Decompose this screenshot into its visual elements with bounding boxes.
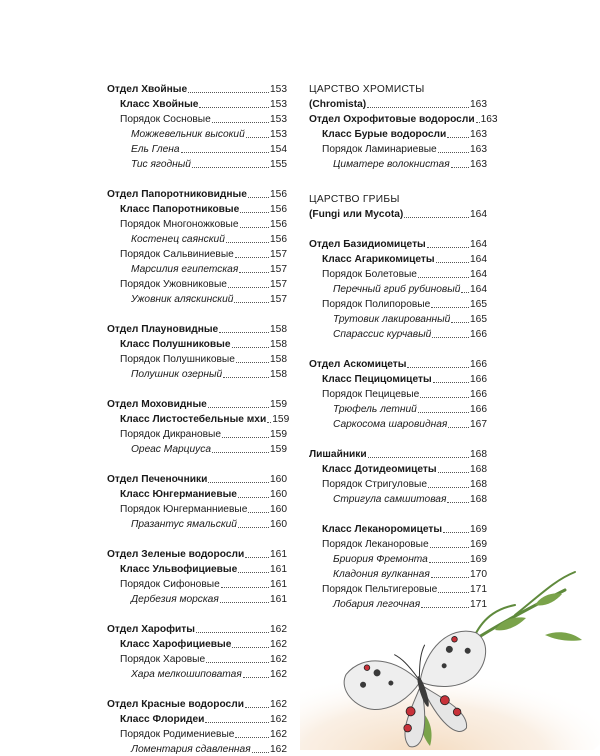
section-gap [107, 681, 287, 696]
toc-entry-title: Трюфель летний [333, 404, 417, 415]
toc-entry-title: Класс Дотидеомицеты [322, 464, 437, 475]
toc-entry-page: 162 [270, 654, 287, 665]
toc-entry[interactable] [107, 96, 287, 111]
toc-entry[interactable] [309, 126, 487, 141]
toc-entry-title: Порядок Многоножковые [120, 219, 239, 230]
toc-entry-title: Класс Юнгерманиевые [120, 489, 237, 500]
toc-entry-page: 168 [470, 449, 487, 460]
toc-entry-title: (Chromista) [309, 99, 367, 110]
dot-leader [248, 197, 269, 198]
toc-entry-page: 166 [470, 359, 487, 370]
toc-entry[interactable] [107, 471, 287, 486]
dot-leader [181, 152, 269, 153]
toc-entry-page: 157 [270, 249, 287, 260]
dot-leader [245, 707, 269, 708]
toc-entry-page: 153 [270, 129, 287, 140]
toc-entry-page: 169 [470, 524, 487, 535]
dot-leader [238, 497, 269, 498]
toc-entry-title: Порядок Стригуловые [322, 479, 428, 490]
toc-entry[interactable] [107, 426, 287, 441]
toc-entry[interactable] [107, 291, 287, 306]
toc-entry-page: 164 [470, 209, 487, 220]
section-gap [107, 606, 287, 621]
toc-entry-title: Перечный гриб рубиновый [333, 284, 461, 295]
dot-leader [223, 377, 269, 378]
toc-entry-page: 153 [270, 99, 287, 110]
toc-entry-title: Полушник озерный [131, 369, 223, 380]
toc-entry[interactable] [107, 216, 287, 231]
section-gap [309, 431, 487, 446]
toc-entry-page: 162 [270, 729, 287, 740]
toc-entry[interactable] [107, 186, 287, 201]
dot-leader [404, 217, 469, 218]
toc-entry[interactable] [107, 561, 287, 576]
dot-leader [430, 547, 469, 548]
toc-entry-page: 162 [270, 699, 287, 710]
toc-entry-page: 160 [270, 519, 287, 530]
dot-leader [420, 397, 469, 398]
toc-entry[interactable] [107, 156, 287, 171]
dot-leader [432, 337, 469, 338]
toc-entry-title: Класс Листостебельные мхи [120, 414, 267, 425]
section-gap [107, 306, 287, 321]
toc-column-right [309, 81, 498, 611]
toc-entry-title: Класс Ульвофициевые [120, 564, 238, 575]
dot-leader [222, 437, 269, 438]
toc-entry[interactable] [107, 411, 290, 426]
toc-entry-title: Порядок Полушниковые [120, 354, 235, 365]
toc-entry-title: Ломентария сдавленная [131, 744, 251, 755]
toc-entry-title: Класс Пецицомицеты [322, 374, 432, 385]
toc-entry-title: Можжевельник высокий [131, 129, 245, 140]
toc-entry[interactable] [107, 696, 287, 711]
toc-entry[interactable] [107, 591, 287, 606]
toc-column-left [107, 81, 290, 756]
toc-entry-title: Бриория Фремонта [333, 554, 428, 565]
toc-entry-page: 162 [270, 714, 287, 725]
toc-entry[interactable] [107, 651, 287, 666]
toc-entry[interactable] [309, 536, 487, 551]
toc-entry[interactable] [107, 351, 287, 366]
toc-entry-title: Класс Хвойные [120, 99, 199, 110]
toc-entry-page: 155 [270, 159, 287, 170]
dot-leader [367, 107, 469, 108]
dot-leader [248, 512, 269, 513]
toc-entry-page: 159 [272, 414, 290, 425]
toc-entry-page: 161 [270, 549, 287, 560]
toc-entry-title: Отдел Охрофитовые водоросли [309, 114, 475, 125]
dot-leader [236, 362, 269, 363]
toc-entry-page: 153 [270, 114, 287, 125]
toc-entry-title: Отдел Красные водоросли [107, 699, 244, 710]
toc-entry[interactable] [107, 486, 287, 501]
toc-entry[interactable] [309, 386, 487, 401]
dot-leader [368, 457, 469, 458]
toc-entry[interactable] [309, 446, 487, 461]
toc-entry-title: Лишайники [309, 449, 367, 460]
toc-entry-page: 163 [470, 159, 487, 170]
dot-leader [407, 367, 469, 368]
toc-entry-title: Дербезия морская [131, 594, 219, 605]
toc-entry[interactable] [107, 201, 287, 216]
toc-entry[interactable] [107, 441, 287, 456]
dot-leader [451, 322, 469, 323]
toc-entry-page: 166 [470, 404, 487, 415]
toc-entry[interactable] [107, 81, 287, 96]
toc-entry[interactable] [309, 96, 487, 111]
dot-leader [240, 227, 269, 228]
section-gap [309, 341, 487, 356]
section-gap [309, 506, 487, 521]
toc-entry-title: Лобария легочная [333, 599, 421, 610]
toc-entry-title: Порядок Болетовые [322, 269, 417, 280]
toc-entry-page: 161 [270, 579, 287, 590]
dot-leader [418, 277, 469, 278]
toc-entry-title: Трутовик лакированный [333, 314, 451, 325]
toc-entry-title: Класс Полушниковые [120, 339, 231, 350]
toc-entry[interactable] [107, 321, 287, 336]
toc-entry-page: 159 [270, 429, 287, 440]
dot-leader [206, 662, 269, 663]
toc-entry-page: 162 [270, 624, 287, 635]
dot-leader [431, 307, 469, 308]
toc-entry-title: Хара мелкошиповатая [131, 669, 242, 680]
toc-entry[interactable] [309, 311, 487, 326]
dot-leader [447, 137, 469, 138]
toc-entry-title: Порядок Родимениевые [120, 729, 235, 740]
toc-entry-page: 161 [270, 564, 287, 575]
toc-entry-title: Циматере волокнистая [333, 159, 450, 170]
toc-entry-title: Порядок Полипоровые [322, 299, 431, 310]
butterfly-illustration-icon [300, 560, 600, 750]
toc-entry-page: 161 [270, 594, 287, 605]
toc-entry-title: Отдел Моховидные [107, 399, 207, 410]
toc-entry[interactable] [107, 396, 287, 411]
dot-leader [438, 152, 469, 153]
dot-leader [436, 262, 469, 263]
toc-entry[interactable] [107, 126, 287, 141]
toc-entry-page: 168 [470, 479, 487, 490]
toc-entry-page: 163 [480, 114, 498, 125]
toc-entry[interactable] [309, 401, 487, 416]
toc-entry[interactable] [309, 356, 487, 371]
dot-leader [240, 212, 269, 213]
toc-entry-page: 163 [470, 129, 487, 140]
dot-leader [205, 722, 269, 723]
toc-entry-title: Кладония вулканная [333, 569, 430, 580]
dot-leader [220, 602, 269, 603]
dot-leader [221, 587, 269, 588]
toc-entry-title: Ель Глена [131, 144, 180, 155]
kingdom-heading: ЦАРСТВО ХРОМИСТЫ [309, 84, 425, 95]
toc-entry-page: 166 [470, 329, 487, 340]
toc-entry-title: Тис ягодный [131, 159, 191, 170]
toc-entry-page: 153 [270, 84, 287, 95]
toc-entry-page: 157 [270, 279, 287, 290]
dot-leader [228, 287, 269, 288]
toc-entry[interactable] [309, 266, 487, 281]
dot-leader [219, 332, 269, 333]
toc-entry-title: Спарассис курчавый [333, 329, 432, 340]
toc-entry-page: 162 [270, 639, 287, 650]
toc-entry-title: Порядок Ужовниковые [120, 279, 227, 290]
toc-entry[interactable] [107, 261, 287, 276]
dot-leader [235, 737, 269, 738]
section-gap [107, 171, 287, 186]
dot-leader [192, 167, 269, 168]
toc-entry-title: Порядок Сальвиниевые [120, 249, 234, 260]
toc-entry-page: 158 [270, 339, 287, 350]
toc-entry-page: 158 [270, 354, 287, 365]
toc-entry[interactable] [309, 491, 487, 506]
toc-entry-title: Отдел Плауновидные [107, 324, 219, 335]
toc-entry[interactable] [309, 281, 487, 296]
toc-entry[interactable] [309, 326, 487, 341]
toc-entry[interactable] [107, 726, 287, 741]
dot-leader [476, 122, 480, 123]
section-gap [309, 171, 487, 191]
dot-leader [447, 502, 469, 503]
kingdom-heading: ЦАРСТВО ГРИБЫ [309, 194, 400, 205]
toc-entry-title: Отдел Папоротниковидные [107, 189, 247, 200]
toc-entry-title: Класс Харофициевые [120, 639, 232, 650]
toc-entry-page: 156 [270, 219, 287, 230]
toc-entry-page: 162 [270, 744, 287, 755]
dot-leader [427, 247, 469, 248]
toc-entry-title: Стригула самшитовая [333, 494, 447, 505]
toc-entry-title: Порядок Леканоровые [322, 539, 429, 550]
toc-entry-page: 159 [270, 444, 287, 455]
dot-leader [208, 407, 269, 408]
toc-entry-page: 164 [470, 254, 487, 265]
toc-entry-title: Отдел Базидиомицеты [309, 239, 426, 250]
toc-entry-page: 157 [270, 294, 287, 305]
section-gap [309, 221, 487, 236]
toc-entry-title: Порядок Дикрановые [120, 429, 222, 440]
toc-entry-page: 164 [470, 239, 487, 250]
toc-entry-title: Отдел Аскомицеты [309, 359, 407, 370]
toc-entry[interactable] [309, 236, 487, 251]
toc-entry-title: Класс Папоротниковые [120, 204, 240, 215]
toc-entry[interactable] [107, 546, 287, 561]
toc-entry[interactable] [309, 521, 487, 536]
toc-entry-title: Костенец саянский [131, 234, 225, 245]
dot-leader [235, 257, 269, 258]
toc-entry-title: Ореас Марциуса [131, 444, 212, 455]
section-gap [107, 381, 287, 396]
dot-leader [232, 347, 269, 348]
toc-entry-page: 168 [470, 494, 487, 505]
toc-entry[interactable] [107, 336, 287, 351]
dot-leader [451, 167, 469, 168]
toc-entry[interactable] [309, 476, 487, 491]
toc-entry-title: Отдел Харофиты [107, 624, 195, 635]
toc-entry-title: Класс Леканоромицеты [322, 524, 443, 535]
dot-leader [245, 557, 269, 558]
toc-entry-page: 167 [470, 419, 487, 430]
dot-leader [267, 422, 271, 423]
dot-leader [239, 272, 269, 273]
toc-entry-title: Порядок Юнгерманниевые [120, 504, 248, 515]
toc-entry-page: 164 [470, 284, 487, 295]
toc-entry-page: 171 [470, 584, 487, 595]
toc-entry[interactable] [309, 461, 487, 476]
toc-entry-page: 163 [470, 99, 487, 110]
toc-entry-page: 160 [270, 504, 287, 515]
dot-leader [232, 647, 269, 648]
toc-entry[interactable] [309, 206, 487, 221]
toc-entry[interactable] [107, 711, 287, 726]
toc-entry[interactable] [309, 111, 498, 126]
toc-entry-title: Класс Бурые водоросли [322, 129, 447, 140]
toc-entry-title: Ужовник аляскинский [131, 294, 234, 305]
toc-entry-page: 156 [270, 234, 287, 245]
toc-entry-title: Марсилия египетская [131, 264, 239, 275]
toc-entry-page: 169 [470, 554, 487, 565]
toc-entry-page: 168 [470, 464, 487, 475]
toc-entry-page: 163 [470, 144, 487, 155]
dot-leader [418, 412, 469, 413]
toc-entry[interactable] [309, 141, 487, 156]
dot-leader [238, 527, 269, 528]
toc-entry[interactable] [107, 516, 287, 531]
toc-entry[interactable] [107, 501, 287, 516]
toc-entry-page: 170 [470, 569, 487, 580]
toc-entry[interactable] [107, 141, 287, 156]
dot-leader [443, 532, 469, 533]
toc-entry-title: Порядок Харовые [120, 654, 206, 665]
dot-leader [226, 242, 269, 243]
toc-entry[interactable] [107, 231, 287, 246]
toc-entry-page: 162 [270, 669, 287, 680]
dot-leader [208, 482, 269, 483]
toc-entry[interactable] [309, 296, 487, 311]
toc-entry-page: 157 [270, 264, 287, 275]
toc-entry[interactable] [309, 156, 487, 171]
toc-entry[interactable] [107, 276, 287, 291]
toc-entry-page: 160 [270, 474, 287, 485]
dot-leader [188, 92, 269, 93]
toc-entry[interactable] [107, 246, 287, 261]
toc-entry-title: Отдел Хвойные [107, 84, 188, 95]
toc-entry-title: Класс Агарикомицеты [322, 254, 435, 265]
toc-entry[interactable] [309, 416, 487, 431]
dot-leader [196, 632, 269, 633]
toc-entry[interactable] [107, 366, 287, 381]
toc-entry-page: 156 [270, 204, 287, 215]
toc-entry-title: Празантус ямальский [131, 519, 237, 530]
section-gap [107, 531, 287, 546]
dot-leader [243, 677, 269, 678]
toc-entry-page: 169 [470, 539, 487, 550]
toc-entry[interactable] [309, 251, 487, 266]
toc-entry[interactable] [309, 371, 487, 386]
dot-leader [246, 137, 269, 138]
toc-entry-title: Порядок Сосновые [120, 114, 211, 125]
dot-leader [212, 122, 269, 123]
dot-leader [199, 107, 269, 108]
toc-entry-title: Саркосома шаровидная [333, 419, 448, 430]
toc-entry-page: 160 [270, 489, 287, 500]
toc-entry-title: Отдел Печеночники [107, 474, 208, 485]
dot-leader [234, 302, 269, 303]
toc-entry-title: Порядок Ламинариевые [322, 144, 437, 155]
dot-leader [212, 452, 269, 453]
toc-entry-page: 165 [470, 299, 487, 310]
dot-leader [238, 572, 269, 573]
toc-entry-page: 166 [470, 374, 487, 385]
toc-entry-title: (Fungi или Mycota) [309, 209, 404, 220]
toc-entry-page: 159 [270, 399, 287, 410]
toc-entry-page: 158 [270, 324, 287, 335]
toc-entry-page: 156 [270, 189, 287, 200]
toc-entry-title: Порядок Сифоновые [120, 579, 220, 590]
toc-entry-page: 171 [470, 599, 487, 610]
dot-leader [438, 472, 469, 473]
toc-entry-title: Класс Флоридеи [120, 714, 205, 725]
toc-entry-title: Порядок Пельтигеровые [322, 584, 438, 595]
toc-entry[interactable] [107, 741, 287, 756]
toc-entry[interactable] [107, 621, 287, 636]
toc-entry[interactable] [107, 576, 287, 591]
toc-entry[interactable] [107, 666, 287, 681]
toc-entry-page: 166 [470, 389, 487, 400]
toc-entry[interactable] [107, 111, 287, 126]
dot-leader [428, 487, 469, 488]
dot-leader [433, 382, 469, 383]
dot-leader [252, 752, 269, 753]
toc-entry-page: 165 [470, 314, 487, 325]
section-gap [107, 456, 287, 471]
dot-leader [461, 292, 469, 293]
toc-entry-page: 158 [270, 369, 287, 380]
toc-entry[interactable] [107, 636, 287, 651]
toc-entry-title: Отдел Зеленые водоросли [107, 549, 245, 560]
toc-entry-title: Порядок Пецицевые [322, 389, 420, 400]
dot-leader [448, 427, 469, 428]
toc-entry-page: 164 [470, 269, 487, 280]
toc-entry-page: 154 [270, 144, 287, 155]
